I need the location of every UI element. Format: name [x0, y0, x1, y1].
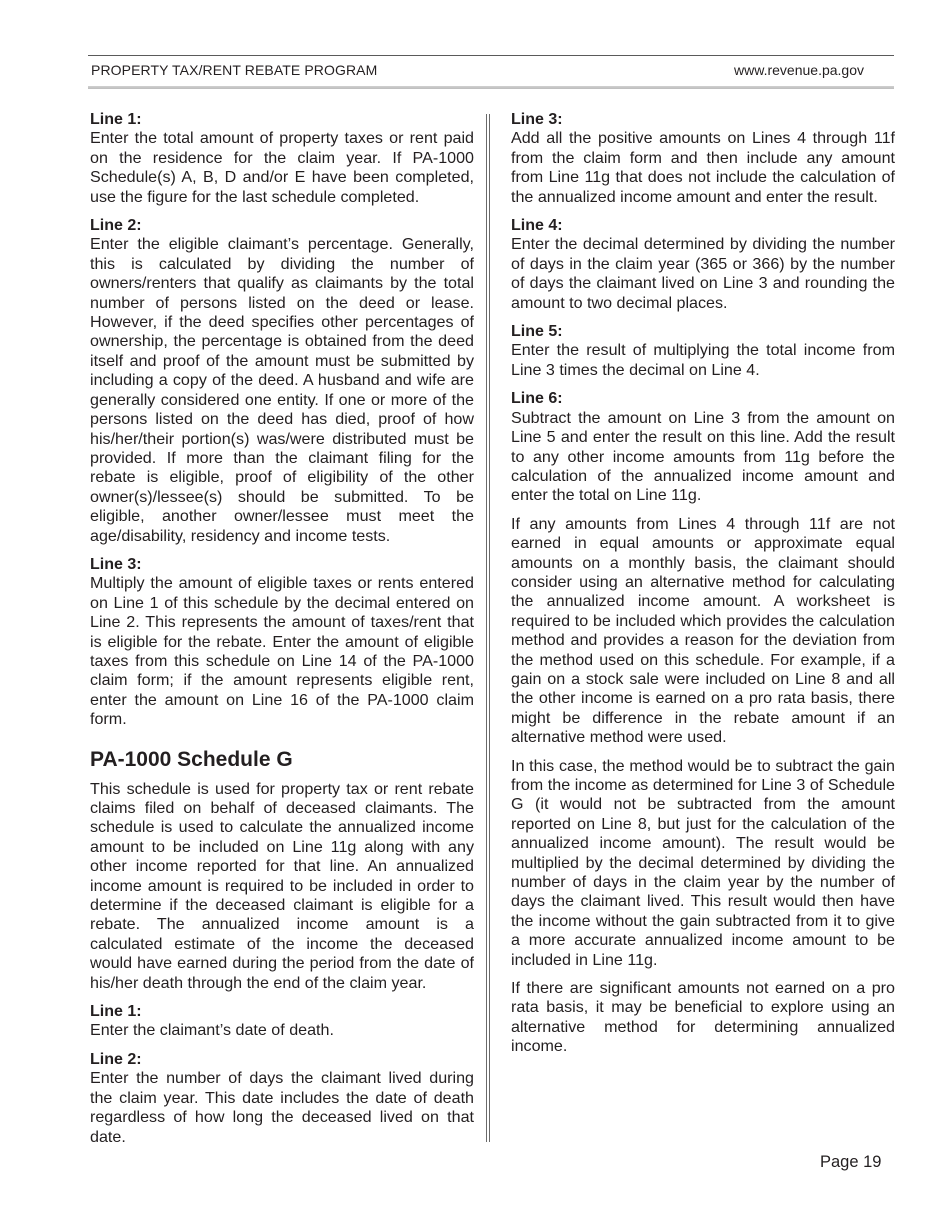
line2-text: Enter the eligible claimant’s percentage. Generally, this is calculated by dividing the number of owners/renters that qualify as claimants by the total number of persons listed on the deed or lease. However, if the deed specifies other percentages of ownership, the percentage is obtained from the deed itself and proof of the amount must be submitted by including a copy of the deed. A husband and wife are generally considered one entity. If one or more of the persons listed on the deed has died, proof of how his/her/their portion(s) was/were distributed must be provided. If more than the claimant filing for the rebate is eligible, proof of eligibility of the other owner(s)/lessee(s) should be submitted. To be eligible, another owner/lessee must meet the age/disability, residency and income tests.	[90, 235, 474, 545]
header-top-rule	[88, 55, 894, 56]
g-line5-text: Enter the result of multiplying the total income from Line 3 times the decimal on Line 4.	[511, 341, 895, 379]
g-line2-heading: Line 2:	[90, 1050, 142, 1068]
line3-heading: Line 3:	[90, 555, 142, 573]
schedule-g-intro: This schedule is used for property tax or rent rebate claims filed on behalf of deceased claimants. The schedule is used to calculate the annualized income amount to be included on Line 11g along with any other income reported for that line. An annualized income amount is required to be included in order to determine if the deceased claimant is eligible for a rebate. The annualized income amount is a calculated estimate of the income the deceased would have earned during the period from the date of his/her death through the end of the claim year.	[90, 779, 474, 992]
header-bottom-rule	[88, 86, 894, 89]
line3-text: Multiply the amount of eligible taxes or rents entered on Line 1 of this schedule by the decimal entered on Line 2. This represents the amount of taxes/rent that is eligible for the rebate. Enter the amount of eligible taxes from this schedule on Line 14 of the PA-1000 claim form; if the amount represents eligible rent, enter the amount on Line 16 of the PA-1000 claim form.	[90, 574, 474, 729]
schedule-g-title: PA-1000 Schedule G	[90, 747, 293, 771]
line1-heading: Line 1:	[90, 111, 142, 128]
example-method-paragraph: In this case, the method would be to subtract the gain from the income as determined for Line 3 of Schedule G (it would not be subtracted from the amount reported on Line 8, but just for the calculation of the annualized income amount). The result would be multiplied by the decimal determined by dividing the number of days in the claim year by the number of days the claimant lived. This result would then have the income without the gain subtracted from it to give a more accurate annualized income amount to be included in Line 11g.	[511, 756, 895, 969]
g-line6-text: Subtract the amount on Line 3 from the amount on Line 5 and enter the result on this line. Add the result to any other income amounts from 11g before the calculation of the annualized income amount and enter the total on Line 11g.	[511, 408, 895, 505]
g-line3-heading: Line 3:	[511, 111, 563, 128]
line1-text: Enter the total amount of property taxes or rent paid on the residence for the claim year. If PA-1000 Schedule(s) A, B, D and/or E have been completed, use the figure for the last schedule completed.	[90, 129, 474, 206]
alternative-method-paragraph: If any amounts from Lines 4 through 11f are not earned in equal amounts or approximate equal amounts on a monthly basis, the claimant should consider using an alternative method for calculating the annualized income amount. A worksheet is required to be included which provides the calculation method and provides a reason for the deviation from the method used on this schedule. For example, if a gain on a stock sale were included on Line 8 and all the other income is earned on a pro rata basis, there might be difference in the rebate amount if an alternative method were used.	[511, 514, 895, 747]
column-divider	[486, 114, 490, 1142]
g-line5-heading: Line 5:	[511, 323, 563, 341]
website-url: www.revenue.pa.gov	[734, 62, 864, 78]
g-line1-text: Enter the claimant’s date of death.	[90, 1021, 334, 1040]
significant-amounts-paragraph: If there are significant amounts not earned on a pro rata basis, it may be beneficial to explore using an alternative method for determining annualized income.	[511, 979, 895, 1056]
g-line2-text: Enter the number of days the claimant lived during the claim year. This date includes the date of death regardless of how long the deceased lived on that date.	[90, 1069, 474, 1146]
left-column	[90, 110, 474, 1156]
line2-heading: Line 2:	[90, 217, 142, 235]
g-line6-heading: Line 6:	[511, 390, 563, 408]
g-line1-heading: Line 1:	[90, 1003, 142, 1021]
right-column	[511, 110, 895, 1066]
g-line3-text: Add all the positive amounts on Lines 4 through 11f from the claim form and then include any amount from Line 11g that does not include the calculation of the annualized income amount and enter the result.	[511, 129, 895, 206]
program-title: PROPERTY TAX/RENT REBATE PROGRAM	[91, 62, 378, 78]
g-line4-text: Enter the decimal determined by dividing the number of days in the claim year (365 or 366) by the number of days the claimant lived on Line 3 and rounding the amount to two decimal places.	[511, 235, 895, 312]
g-line4-heading: Line 4:	[511, 217, 563, 235]
page-number: Page 19	[820, 1153, 882, 1171]
